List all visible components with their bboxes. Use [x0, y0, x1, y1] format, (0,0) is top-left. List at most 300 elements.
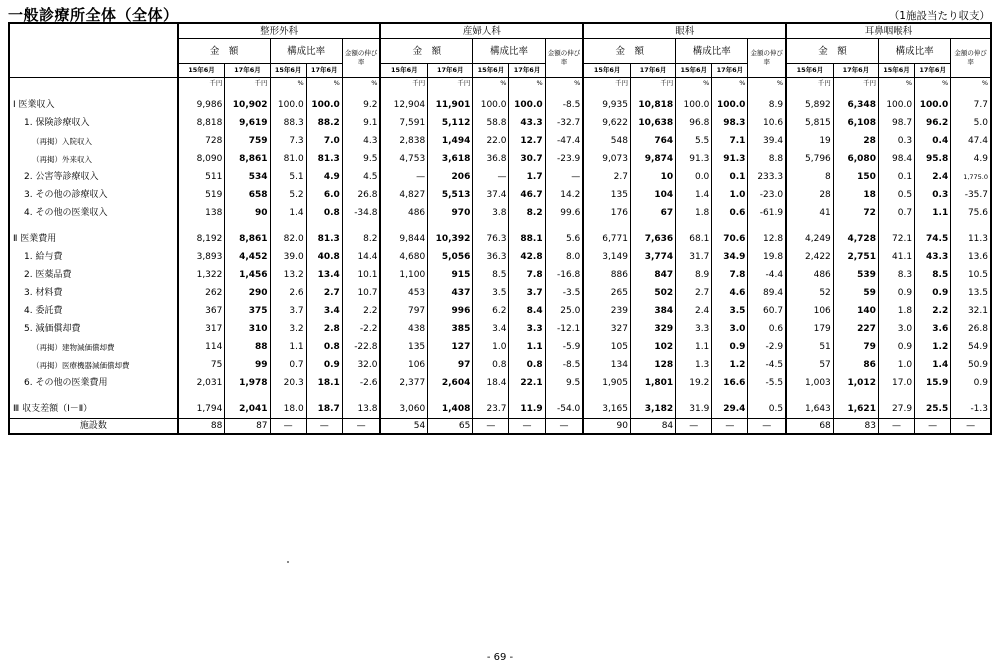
cell-value: 1,643 [786, 400, 833, 419]
cell-value: 3,149 [583, 248, 630, 266]
cell-value: 2.6 [270, 284, 306, 302]
cell-value: 82.0 [270, 230, 306, 248]
cell-value: 14.2 [545, 186, 583, 204]
cell-value: 1.0 [473, 338, 509, 356]
cell-value: 764 [630, 132, 675, 150]
cell-value: 10.7 [342, 284, 380, 302]
cell-value: -12.1 [545, 320, 583, 338]
cell-value: 2.2 [342, 302, 380, 320]
cell-value: 2.8 [306, 320, 342, 338]
cell-value: 9.5 [545, 374, 583, 392]
cell-value: 2.2 [915, 302, 951, 320]
stray-mark [287, 561, 289, 563]
cell-value: 40.8 [306, 248, 342, 266]
cell-value: 75.6 [951, 204, 991, 222]
cell-value: 96.8 [676, 114, 712, 132]
cell-value: 3.3 [676, 320, 712, 338]
cell-value: 13.6 [951, 248, 991, 266]
cell-value: 1.8 [676, 204, 712, 222]
cell-value: 135 [380, 338, 427, 356]
cell-value: 7.7 [951, 96, 991, 114]
period-header: 17年6月 [630, 64, 675, 78]
unit-label: 千円 [225, 78, 270, 90]
cell-value: 6,108 [833, 114, 878, 132]
period-header: 17年6月 [509, 64, 545, 78]
cell-value: 3,182 [630, 400, 675, 419]
cell-value: 150 [833, 168, 878, 186]
row-label: （再掲）入院収入 [9, 132, 178, 150]
cell-value: 39.0 [270, 248, 306, 266]
cell-value: 58.8 [473, 114, 509, 132]
facilities-value: — [676, 419, 712, 435]
cell-value: 9,619 [225, 114, 270, 132]
cell-value: 996 [428, 302, 473, 320]
cell-value: 1.1 [915, 204, 951, 222]
cell-value: -3.5 [545, 284, 583, 302]
cell-value: 0.1 [712, 168, 748, 186]
cell-value: 11.9 [509, 400, 545, 419]
cell-value: 100.0 [676, 96, 712, 114]
cell-value: 7.8 [509, 266, 545, 284]
cell-value: 100.0 [306, 96, 342, 114]
cell-value: 1.1 [676, 338, 712, 356]
cell-value: 5,112 [428, 114, 473, 132]
cell-value: 1.4 [676, 186, 712, 204]
cell-value: 9.1 [342, 114, 380, 132]
cell-value: 4.6 [712, 284, 748, 302]
cell-value: 8.0 [545, 248, 583, 266]
cell-value: 135 [583, 186, 630, 204]
cell-value: 453 [380, 284, 427, 302]
cell-value: 100.0 [712, 96, 748, 114]
cell-value: 4.9 [306, 168, 342, 186]
cell-value: 46.7 [509, 186, 545, 204]
cell-value: 886 [583, 266, 630, 284]
facilities-value: 68 [786, 419, 833, 435]
cell-value: 6,771 [583, 230, 630, 248]
cell-value: -4.5 [748, 356, 786, 374]
cell-value: -35.7 [951, 186, 991, 204]
cell-value: 0.1 [878, 168, 914, 186]
unit-label: 千円 [630, 78, 675, 90]
cell-value: 9,874 [630, 150, 675, 168]
cell-value: 30.7 [509, 150, 545, 168]
cell-value: 8.2 [342, 230, 380, 248]
table-row [9, 374, 991, 392]
period-header: 15年6月 [878, 64, 914, 78]
cell-value: 81.3 [306, 230, 342, 248]
cell-value: 3.7 [270, 302, 306, 320]
cell-value: 0.5 [748, 400, 786, 419]
amount-header: 金 額 [380, 39, 472, 64]
cell-value: 95.8 [915, 150, 951, 168]
cell-value: 8.8 [748, 150, 786, 168]
cell-value: 5.0 [951, 114, 991, 132]
cell-value: 31.7 [676, 248, 712, 266]
facilities-value: — [951, 419, 991, 435]
cell-value: 5,796 [786, 150, 833, 168]
cell-value: 74.5 [915, 230, 951, 248]
cell-value: 7.0 [306, 132, 342, 150]
cell-value: 3.2 [270, 320, 306, 338]
row-label: 2. 公害等診療収入 [9, 168, 178, 186]
cell-value: 6.2 [473, 302, 509, 320]
cell-value: 329 [630, 320, 675, 338]
cell-value: -4.4 [748, 266, 786, 284]
cell-value: 5,815 [786, 114, 833, 132]
table-row [9, 400, 991, 419]
facilities-value: 90 [583, 419, 630, 435]
cell-value: 847 [630, 266, 675, 284]
unit-label: % [473, 78, 509, 90]
table-row [9, 302, 991, 320]
ratio-header: 構成比率 [473, 39, 545, 64]
row-label: 1. 給与費 [9, 248, 178, 266]
cell-value: 57 [786, 356, 833, 374]
cell-value: 8.3 [878, 266, 914, 284]
cell-value: 60.7 [748, 302, 786, 320]
cell-value: 4,680 [380, 248, 427, 266]
cell-value: 10,392 [428, 230, 473, 248]
cell-value: 4,249 [786, 230, 833, 248]
cell-value: 9,073 [583, 150, 630, 168]
cell-value: 5.2 [270, 186, 306, 204]
cell-value: 20.3 [270, 374, 306, 392]
cell-value: 658 [225, 186, 270, 204]
cell-value: 8,861 [225, 150, 270, 168]
cell-value: — [380, 168, 427, 186]
cell-value: 367 [178, 302, 225, 320]
cell-value: 0.3 [915, 186, 951, 204]
cell-value: 9.2 [342, 96, 380, 114]
cell-value: 128 [630, 356, 675, 374]
facilities-row [9, 419, 991, 435]
row-label: Ⅲ 収支差額（Ⅰ－Ⅱ） [9, 400, 178, 419]
table-row [9, 230, 991, 248]
cell-value: 18.0 [270, 400, 306, 419]
cell-value: 8,090 [178, 150, 225, 168]
facilities-value: — [473, 419, 509, 435]
cell-value: 8.4 [509, 302, 545, 320]
cell-value: 5,056 [428, 248, 473, 266]
cell-value: 96.2 [915, 114, 951, 132]
cell-value: 52 [786, 284, 833, 302]
cell-value: 86 [833, 356, 878, 374]
cell-value: 88.1 [509, 230, 545, 248]
dept-header: 産婦人科 [380, 23, 583, 39]
cell-value: 1,012 [833, 374, 878, 392]
facilities-value: 88 [178, 419, 225, 435]
period-header: 15年6月 [178, 64, 225, 78]
cell-value: -61.9 [748, 204, 786, 222]
cell-value: 5.6 [545, 230, 583, 248]
cell-value: 437 [428, 284, 473, 302]
cell-value: 1.2 [915, 338, 951, 356]
cell-value: 127 [428, 338, 473, 356]
cell-value: 206 [428, 168, 473, 186]
cell-value: 176 [583, 204, 630, 222]
facilities-value: 83 [833, 419, 878, 435]
cell-value: 3.0 [878, 320, 914, 338]
cell-value: 8.2 [509, 204, 545, 222]
cell-value: 970 [428, 204, 473, 222]
unit-label: % [306, 78, 342, 90]
cell-value: 36.8 [473, 150, 509, 168]
cell-value: 3,618 [428, 150, 473, 168]
unit-label: % [270, 78, 306, 90]
cell-value: 17.0 [878, 374, 914, 392]
cell-value: 0.9 [712, 338, 748, 356]
page-number: - 69 - [486, 652, 514, 663]
cell-value: 0.9 [951, 374, 991, 392]
cell-value: 98.3 [712, 114, 748, 132]
cell-value: 51 [786, 338, 833, 356]
unit-label: % [342, 78, 380, 90]
row-label: 4. その他の医業収入 [9, 204, 178, 222]
header-blank [9, 23, 178, 78]
cell-value: 0.5 [878, 186, 914, 204]
cell-value: 2,041 [225, 400, 270, 419]
cell-value: 3,060 [380, 400, 427, 419]
cell-value: 10,902 [225, 96, 270, 114]
cell-value: 6.0 [306, 186, 342, 204]
cell-value: 2,377 [380, 374, 427, 392]
cell-value: 3.4 [306, 302, 342, 320]
cell-value: 140 [833, 302, 878, 320]
cell-value: 5,892 [786, 96, 833, 114]
cell-value: 1,100 [380, 266, 427, 284]
row-label: （再掲）建物減価償却費 [9, 338, 178, 356]
cell-value: 89.4 [748, 284, 786, 302]
cell-value: -8.5 [545, 96, 583, 114]
cell-value: 0.6 [748, 320, 786, 338]
cell-value: 1,003 [786, 374, 833, 392]
cell-value: 14.4 [342, 248, 380, 266]
cell-value: 13.2 [270, 266, 306, 284]
facilities-value: — [748, 419, 786, 435]
facilities-value: — [545, 419, 583, 435]
cell-value: 2,604 [428, 374, 473, 392]
cell-value: 239 [583, 302, 630, 320]
cell-value: -22.8 [342, 338, 380, 356]
cell-value: 98.7 [878, 114, 914, 132]
cell-value: 0.8 [306, 204, 342, 222]
cell-value: 13.8 [342, 400, 380, 419]
table-row [9, 96, 991, 114]
period-header: 15年6月 [473, 64, 509, 78]
cell-value: 19.8 [748, 248, 786, 266]
cell-value: -1.3 [951, 400, 991, 419]
cell-value: 486 [786, 266, 833, 284]
cell-value: 327 [583, 320, 630, 338]
row-label: 4. 委託費 [9, 302, 178, 320]
income-table [8, 22, 992, 435]
cell-value: 100.0 [878, 96, 914, 114]
row-label: Ⅰ 医業収入 [9, 96, 178, 114]
cell-value: -2.6 [342, 374, 380, 392]
cell-value: 1.4 [915, 356, 951, 374]
table-row [9, 356, 991, 374]
cell-value: -34.8 [342, 204, 380, 222]
cell-value: 0.8 [509, 356, 545, 374]
cell-value: 97 [428, 356, 473, 374]
unit-label: % [509, 78, 545, 90]
cell-value: 262 [178, 284, 225, 302]
page-title: 一般診療所全体（全体） [8, 6, 179, 24]
table-row [9, 204, 991, 222]
cell-value: 6,080 [833, 150, 878, 168]
cell-value: 227 [833, 320, 878, 338]
amount-header: 金 額 [583, 39, 675, 64]
cell-value: 22.1 [509, 374, 545, 392]
table-row [9, 168, 991, 186]
cell-value: 2,838 [380, 132, 427, 150]
cell-value: 548 [583, 132, 630, 150]
cell-value: 72.1 [878, 230, 914, 248]
cell-value: 10.5 [951, 266, 991, 284]
cell-value: 0.9 [878, 284, 914, 302]
cell-value: 59 [833, 284, 878, 302]
cell-value: 106 [380, 356, 427, 374]
cell-value: 8,861 [225, 230, 270, 248]
cell-value: 98.4 [878, 150, 914, 168]
cell-value: 100.0 [915, 96, 951, 114]
cell-value: 5,513 [428, 186, 473, 204]
cell-value: 10 [630, 168, 675, 186]
unit-label: % [545, 78, 583, 90]
cell-value: 138 [178, 204, 225, 222]
facilities-value: 54 [380, 419, 427, 435]
cell-value: 3,165 [583, 400, 630, 419]
cell-value: 100.0 [270, 96, 306, 114]
row-label: 3. その他の診療収入 [9, 186, 178, 204]
cell-value: 0.3 [878, 132, 914, 150]
cell-value: 13.5 [951, 284, 991, 302]
period-header: 15年6月 [380, 64, 427, 78]
cell-value: 539 [833, 266, 878, 284]
cell-value: 79 [833, 338, 878, 356]
dept-header: 耳鼻咽喉科 [786, 23, 991, 39]
growth-header: 金額の伸び率 [342, 39, 380, 78]
cell-value: 1,794 [178, 400, 225, 419]
cell-value: -47.4 [545, 132, 583, 150]
cell-value: 8.9 [748, 96, 786, 114]
cell-value: 4.3 [342, 132, 380, 150]
cell-value: 10.6 [748, 114, 786, 132]
cell-value: 797 [380, 302, 427, 320]
cell-value: 19 [786, 132, 833, 150]
table-row [9, 266, 991, 284]
cell-value: -5.9 [545, 338, 583, 356]
growth-header: 金額の伸び率 [748, 39, 786, 78]
cell-value: 47.4 [951, 132, 991, 150]
unit-label: % [712, 78, 748, 90]
cell-value: 511 [178, 168, 225, 186]
cell-value: 317 [178, 320, 225, 338]
cell-value: 4,728 [833, 230, 878, 248]
cell-value: 385 [428, 320, 473, 338]
cell-value: 23.7 [473, 400, 509, 419]
cell-value: 1.7 [509, 168, 545, 186]
period-header: 17年6月 [225, 64, 270, 78]
cell-value: 2.4 [915, 168, 951, 186]
facilities-value: — [915, 419, 951, 435]
cell-value: 3,774 [630, 248, 675, 266]
unit-label: 千円 [833, 78, 878, 90]
cell-value: 105 [583, 338, 630, 356]
cell-value: 8.5 [915, 266, 951, 284]
cell-value: 8,818 [178, 114, 225, 132]
cell-value: 4,753 [380, 150, 427, 168]
cell-value: -2.2 [342, 320, 380, 338]
unit-label: 千円 [583, 78, 630, 90]
cell-value: — [545, 168, 583, 186]
ratio-header: 構成比率 [270, 39, 342, 64]
row-label: 5. 減価償却費 [9, 320, 178, 338]
cell-value: 18.4 [473, 374, 509, 392]
facilities-value: — [342, 419, 380, 435]
cell-value: 10,638 [630, 114, 675, 132]
period-header: 17年6月 [306, 64, 342, 78]
cell-value: 759 [225, 132, 270, 150]
cell-value: 0.4 [915, 132, 951, 150]
cell-value: -23.0 [748, 186, 786, 204]
cell-value: 4,452 [225, 248, 270, 266]
table-row [9, 320, 991, 338]
amount-header: 金 額 [178, 39, 270, 64]
unit-label: % [951, 78, 991, 90]
cell-value: 72 [833, 204, 878, 222]
table-row [9, 284, 991, 302]
facilities-value: — [270, 419, 306, 435]
unit-label: % [748, 78, 786, 90]
unit-label: 千円 [178, 78, 225, 90]
cell-value: 37.4 [473, 186, 509, 204]
cell-value: 41 [786, 204, 833, 222]
cell-value: 27.9 [878, 400, 914, 419]
unit-label: 千円 [428, 78, 473, 90]
cell-value: 915 [428, 266, 473, 284]
table-row [9, 186, 991, 204]
row-label: 2. 医薬品費 [9, 266, 178, 284]
cell-value: 67 [630, 204, 675, 222]
cell-value: — [473, 168, 509, 186]
cell-value: 50.9 [951, 356, 991, 374]
cell-value: 11,901 [428, 96, 473, 114]
cell-value: 81.3 [306, 150, 342, 168]
cell-value: -5.5 [748, 374, 786, 392]
cell-value: 12.8 [748, 230, 786, 248]
cell-value: 310 [225, 320, 270, 338]
cell-value: 106 [786, 302, 833, 320]
ratio-header: 構成比率 [676, 39, 748, 64]
cell-value: -2.9 [748, 338, 786, 356]
period-header: 17年6月 [915, 64, 951, 78]
cell-value: 100.0 [473, 96, 509, 114]
cell-value: 1.2 [712, 356, 748, 374]
facilities-value: — [712, 419, 748, 435]
table-row [9, 248, 991, 266]
cell-value: 42.8 [509, 248, 545, 266]
growth-header: 金額の伸び率 [545, 39, 583, 78]
cell-value: 4.5 [342, 168, 380, 186]
cell-value: 75 [178, 356, 225, 374]
cell-value: 502 [630, 284, 675, 302]
cell-value: 2,422 [786, 248, 833, 266]
cell-value: 88.2 [306, 114, 342, 132]
cell-value: 7.3 [270, 132, 306, 150]
cell-value: 3.7 [509, 284, 545, 302]
